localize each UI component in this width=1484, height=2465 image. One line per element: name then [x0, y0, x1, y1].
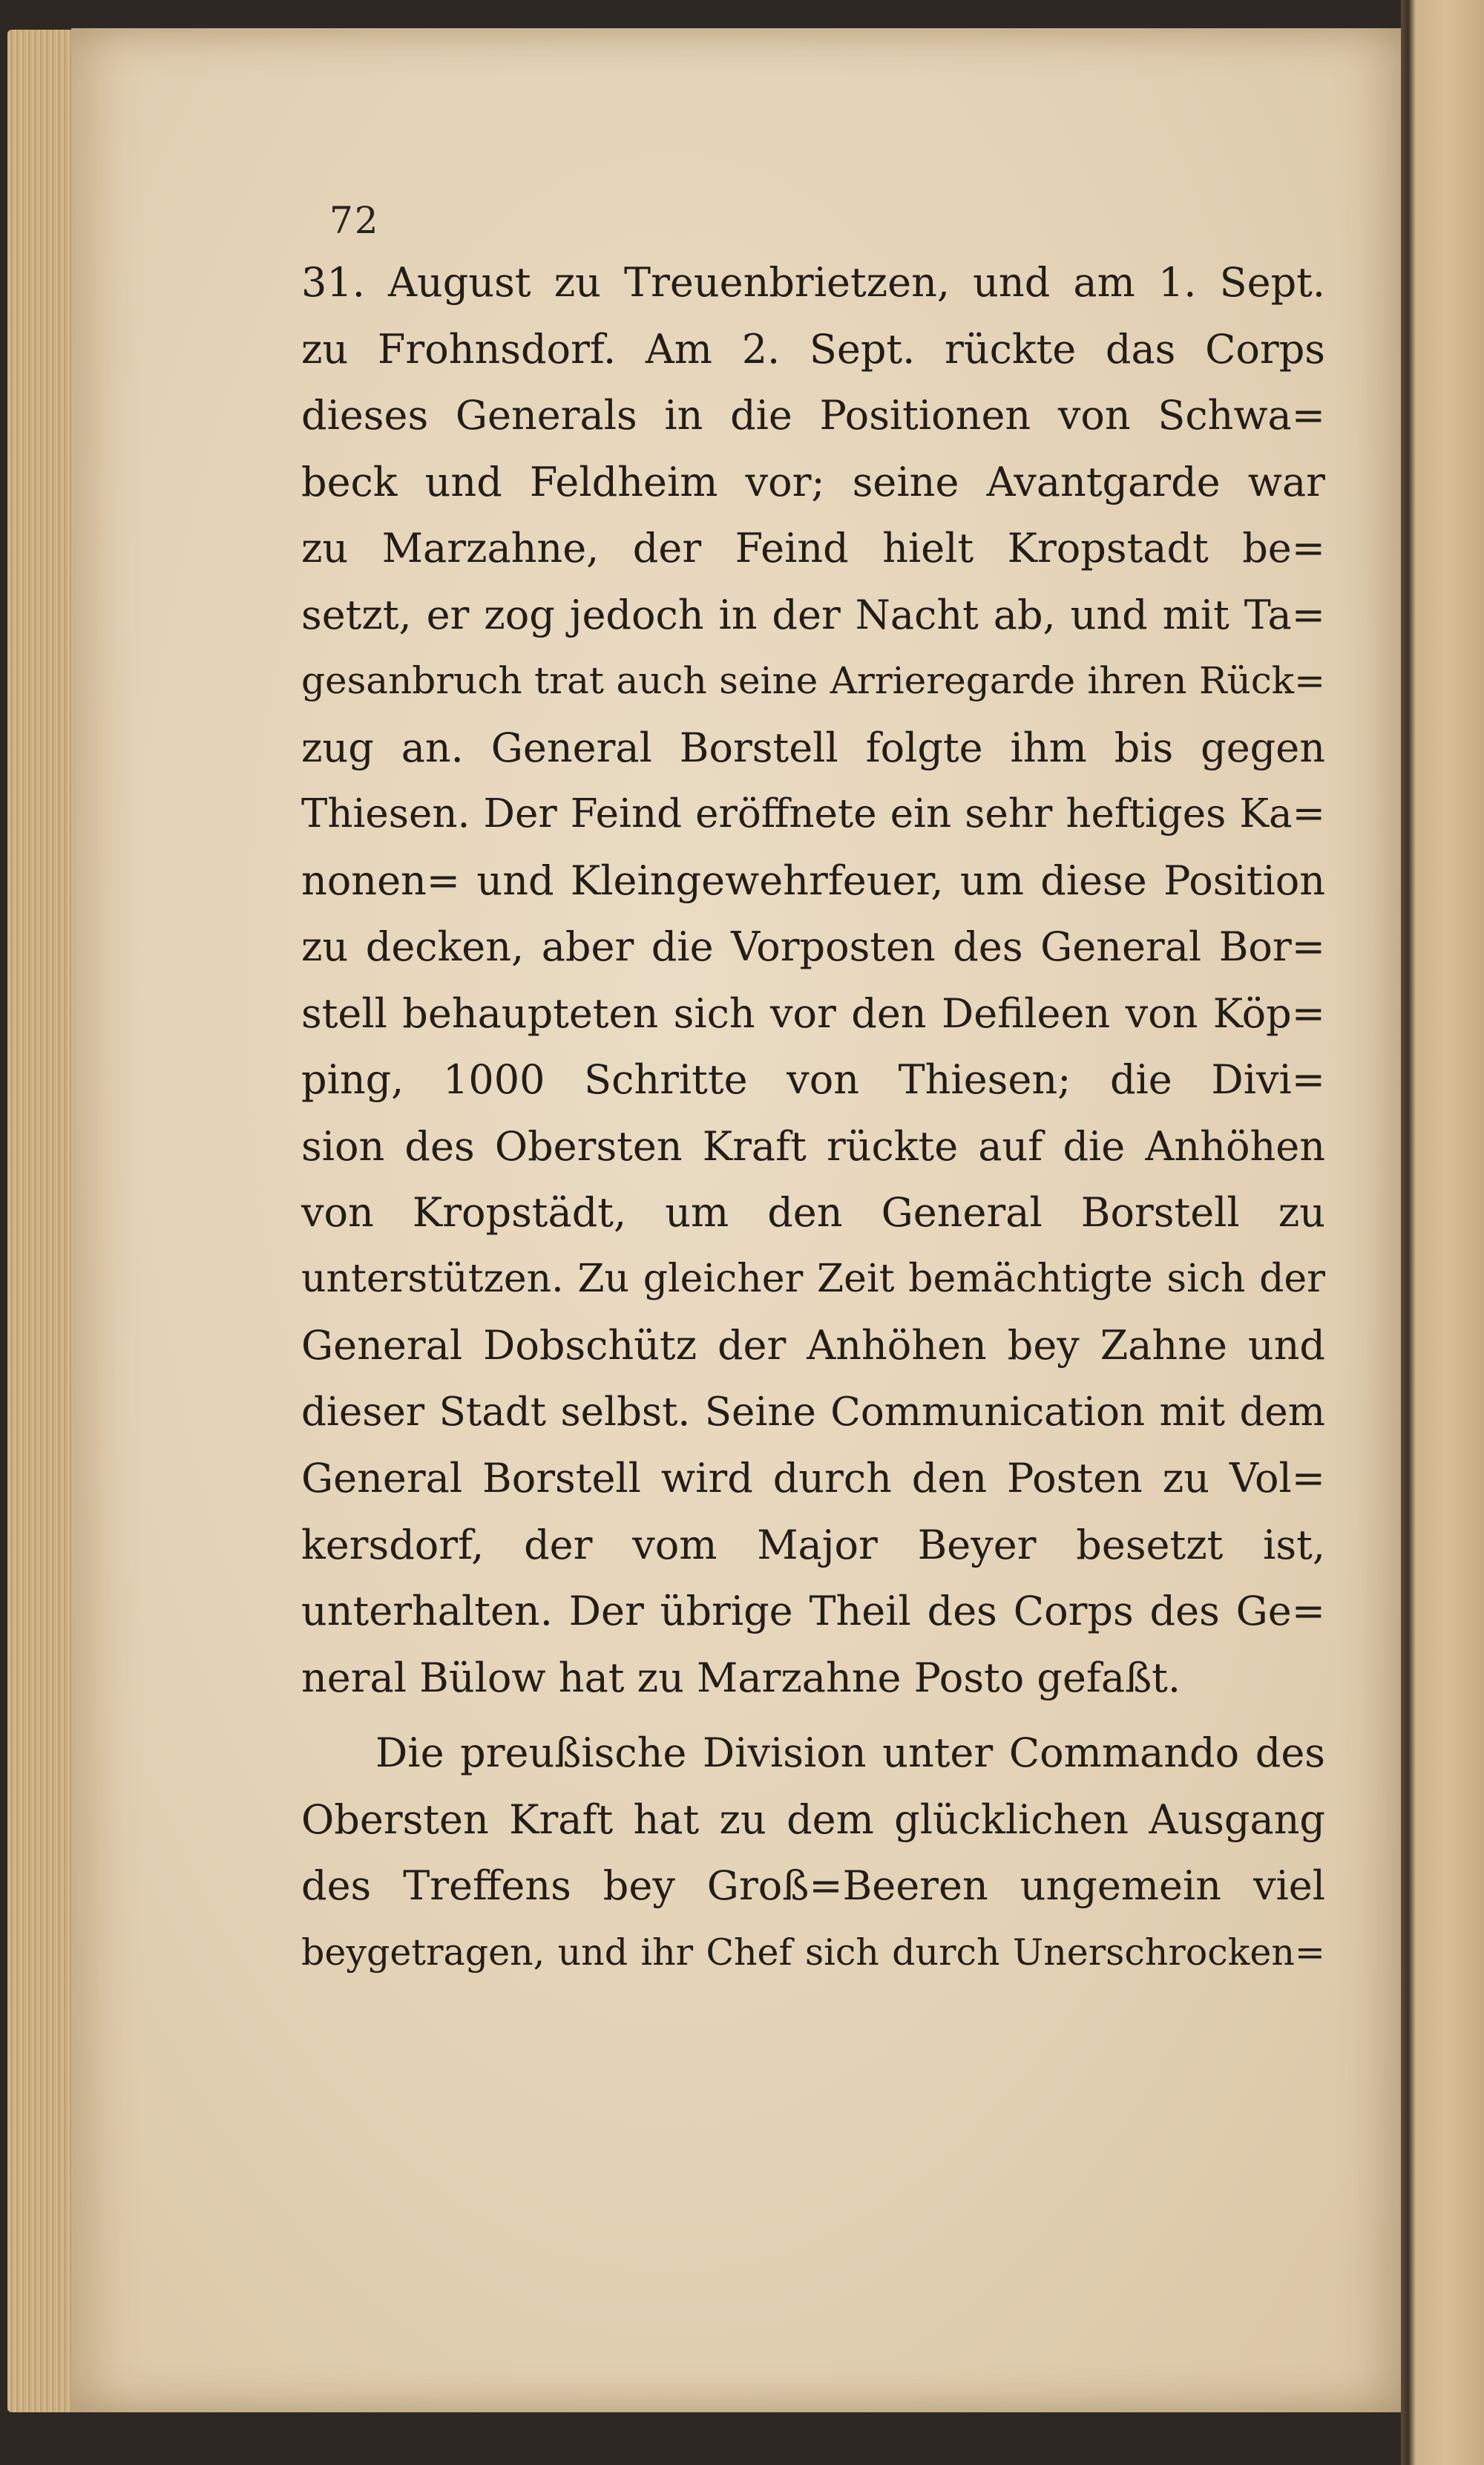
- text-line: Obersten Kraft hat zu dem glücklichen Ausgang: [301, 1795, 1325, 1843]
- text-line: General Borstell wird durch den Posten zu Vol=: [301, 1455, 1325, 1502]
- text-line: nonen= und Kleingewehrfeuer, um diese Position: [301, 857, 1325, 904]
- text-line: ping, 1000 Schritte von Thiesen; die Divi=: [301, 1056, 1325, 1103]
- text-line: des Treffens bey Groß=Beeren ungemein viel: [301, 1862, 1325, 1909]
- text-line: von Kropstädt, um den General Borstell zu: [301, 1189, 1325, 1236]
- text-line: gesanbruch trat auch seine Arrieregarde ihren Rück=: [301, 659, 1325, 702]
- text-line: 31. August zu Treuenbrietzen, und am 1. Sept.: [301, 259, 1325, 306]
- text-line: dieses Generals in die Positionen von Schwa=: [301, 392, 1325, 439]
- text-line: zug an. General Borstell folgte ihm bis gegen: [301, 724, 1325, 771]
- text-line: stell behaupteten sich vor den Defileen von Köp=: [301, 989, 1325, 1037]
- text-line: setzt, er zog jedoch in der Nacht ab, und mit Ta=: [301, 591, 1325, 638]
- text-line: kersdorf, der vom Major Beyer besetzt ist,: [301, 1521, 1325, 1568]
- text-line: zu Marzahne, der Feind hielt Kropstadt be=: [301, 525, 1325, 572]
- text-line: zu decken, aber die Vorposten des General Bor=: [301, 923, 1325, 970]
- text-line: dieser Stadt selbst. Seine Communication mit dem: [301, 1389, 1325, 1435]
- text-line: unterhalten. Der übrige Theil des Corps des Ge=: [301, 1588, 1325, 1634]
- text-line: Thiesen. Der Feind eröffnete ein sehr heftiges Ka=: [301, 791, 1325, 837]
- text-line: beygetragen, und ihr Chef sich durch Unerschrocken=: [301, 1931, 1325, 1974]
- text-line: sion des Obersten Kraft rückte auf die Anhöhen: [301, 1122, 1325, 1170]
- body-text: [301, 249, 1325, 1986]
- text-line: zu Frohnsdorf. Am 2. Sept. rückte das Corps: [301, 325, 1325, 373]
- text-line: beck und Feldheim vor; seine Avantgarde war: [301, 458, 1325, 505]
- text-line: unterstützen. Zu gleicher Zeit bemächtigte sich der: [301, 1256, 1325, 1301]
- page-number: 72: [329, 199, 380, 242]
- text-line: Die preußische Division unter Commando des: [375, 1729, 1325, 1776]
- text-line: neral Bülow hat zu Marzahne Posto gefaßt.: [301, 1654, 1181, 1701]
- text-line: General Dobschütz der Anhöhen bey Zahne und: [301, 1322, 1325, 1369]
- book-binding: [1401, 0, 1484, 2465]
